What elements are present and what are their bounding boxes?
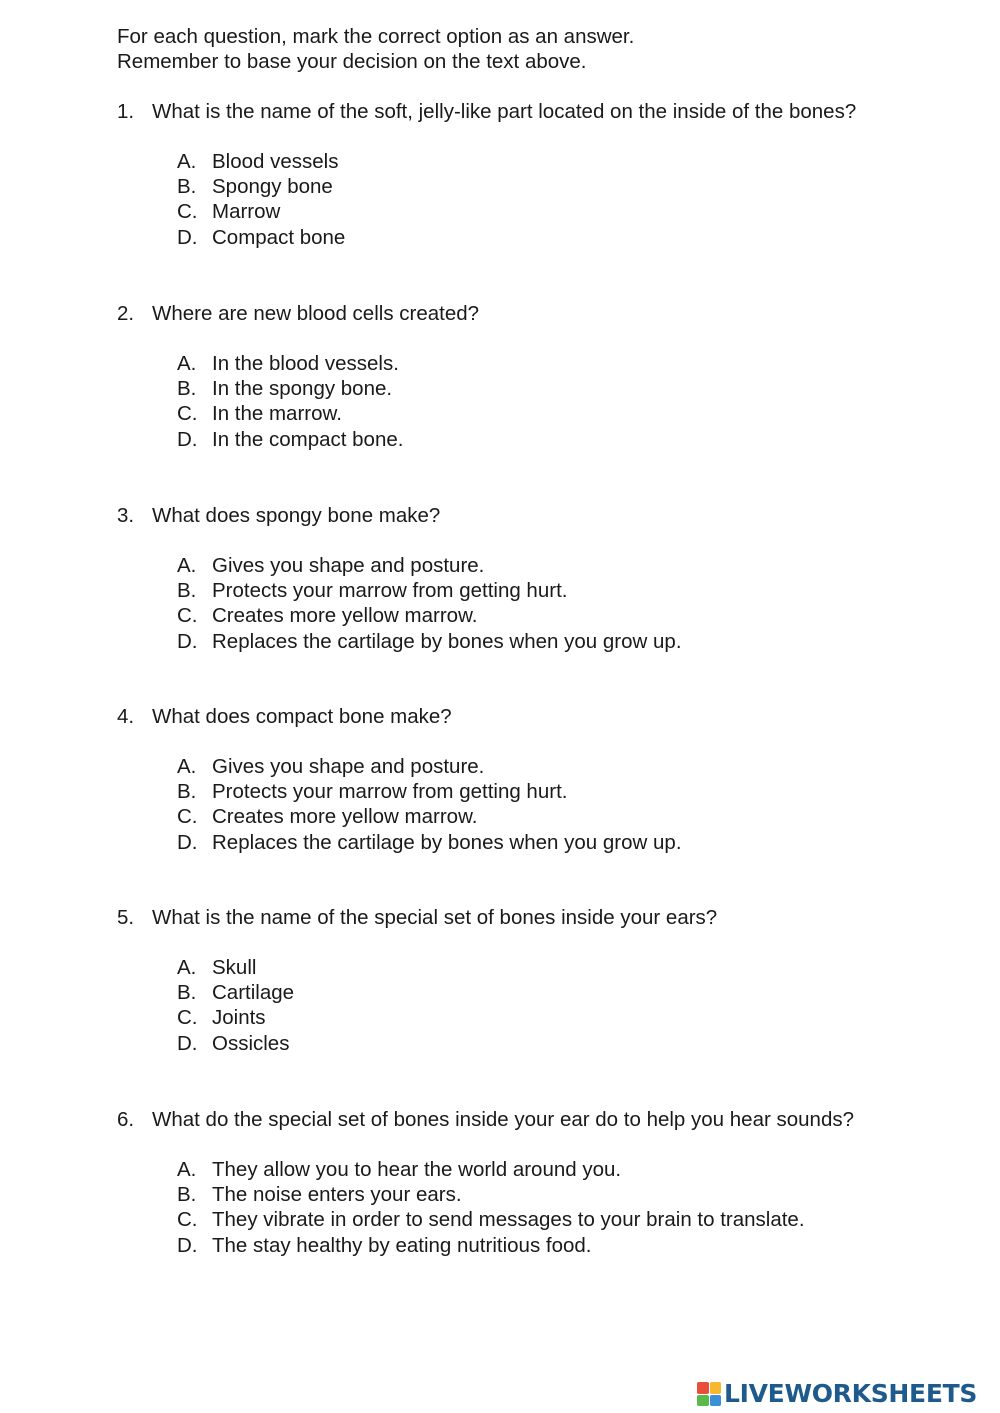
instructions — [117, 24, 634, 74]
option-c[interactable] — [177, 401, 977, 426]
brand-name: LIVEWORKSHEETS — [724, 1379, 978, 1408]
option-b[interactable] — [177, 1182, 977, 1207]
question-number: 3. — [117, 504, 135, 527]
option-letter: C. — [177, 200, 198, 224]
options-list — [177, 149, 977, 250]
option-text: Protects your marrow from getting hurt. — [212, 780, 568, 804]
option-d[interactable] — [177, 830, 977, 855]
question-3 — [117, 503, 977, 654]
option-letter: D. — [177, 225, 198, 249]
question-number: 5. — [117, 906, 135, 929]
instructions-line-1: For each question, mark the correct option as an answer. — [117, 25, 635, 48]
question-text: What is the name of the special set of bones inside your ears? — [152, 906, 718, 929]
option-text: They vibrate in order to send messages to your brain to translate. — [212, 1208, 805, 1232]
question-text: Where are new blood cells created? — [152, 302, 480, 325]
option-letter: B. — [177, 175, 197, 199]
option-a[interactable] — [177, 754, 977, 779]
liveworksheets-brand[interactable] — [697, 1380, 977, 1408]
question-number: 6. — [117, 1108, 135, 1131]
question-text: What does spongy bone make? — [152, 504, 441, 527]
option-d[interactable] — [177, 1233, 977, 1258]
option-c[interactable] — [177, 603, 977, 628]
option-letter: B. — [177, 1183, 197, 1207]
option-letter: A. — [177, 755, 197, 778]
option-text: Gives you shape and posture. — [212, 554, 485, 577]
question-number: 2. — [117, 302, 135, 325]
option-text: Skull — [212, 956, 257, 979]
option-text: Cartilage — [212, 981, 295, 1005]
question-2 — [117, 301, 977, 452]
logo-tile-green — [697, 1395, 709, 1407]
option-letter: A. — [177, 1158, 197, 1181]
options-list — [177, 754, 977, 855]
option-a[interactable] — [177, 553, 977, 578]
option-letter: B. — [177, 377, 197, 401]
option-b[interactable] — [177, 980, 977, 1005]
option-text: They allow you to hear the world around you. — [212, 1158, 622, 1181]
option-text: Replaces the cartilage by bones when you grow up. — [212, 830, 682, 854]
option-letter: D. — [177, 1031, 198, 1055]
option-d[interactable] — [177, 1031, 977, 1056]
option-a[interactable] — [177, 955, 977, 980]
option-letter: D. — [177, 830, 198, 854]
options-list — [177, 351, 977, 452]
option-text: In the spongy bone. — [212, 377, 393, 401]
option-letter: B. — [177, 981, 197, 1005]
logo-tile-blue — [710, 1395, 722, 1407]
option-text: Replaces the cartilage by bones when you grow up. — [212, 629, 682, 653]
option-text: Blood vessels — [212, 150, 339, 173]
option-a[interactable] — [177, 149, 977, 174]
option-text: Ossicles — [212, 1031, 290, 1055]
option-text: Compact bone — [212, 225, 346, 249]
option-letter: A. — [177, 554, 197, 577]
option-letter: D. — [177, 427, 198, 451]
option-c[interactable] — [177, 804, 977, 829]
option-text: Creates more yellow marrow. — [212, 604, 478, 628]
liveworksheets-logo-icon — [697, 1382, 721, 1406]
logo-tile-red — [697, 1382, 709, 1394]
option-a[interactable] — [177, 351, 977, 376]
option-text: The stay healthy by eating nutritious food. — [212, 1233, 592, 1257]
option-b[interactable] — [177, 779, 977, 804]
question-5 — [117, 905, 977, 1056]
option-text: Joints — [212, 1006, 266, 1030]
option-d[interactable] — [177, 629, 977, 654]
question-number: 1. — [117, 100, 135, 123]
option-d[interactable] — [177, 427, 977, 452]
option-text: In the compact bone. — [212, 427, 404, 451]
option-text: Marrow — [212, 200, 281, 224]
option-b[interactable] — [177, 174, 977, 199]
option-letter: C. — [177, 1208, 198, 1232]
option-text: Gives you shape and posture. — [212, 755, 485, 778]
option-a[interactable] — [177, 1157, 977, 1182]
question-text: What does compact bone make? — [152, 705, 452, 728]
option-text: Spongy bone — [212, 175, 333, 199]
option-text: Creates more yellow marrow. — [212, 805, 478, 829]
option-c[interactable] — [177, 1005, 977, 1030]
option-letter: C. — [177, 1006, 198, 1030]
option-b[interactable] — [177, 376, 977, 401]
logo-tile-yellow — [710, 1382, 722, 1394]
question-text: What is the name of the soft, jelly-like part located on the inside of the bones? — [152, 100, 857, 123]
question-1 — [117, 99, 977, 250]
options-list — [177, 955, 977, 1056]
option-c[interactable] — [177, 199, 977, 224]
option-letter: C. — [177, 805, 198, 829]
question-6 — [117, 1107, 977, 1258]
question-text: What do the special set of bones inside your ear do to help you hear sounds? — [152, 1108, 855, 1131]
question-4 — [117, 704, 977, 855]
option-b[interactable] — [177, 578, 977, 603]
option-letter: A. — [177, 352, 197, 375]
option-d[interactable] — [177, 225, 977, 250]
option-letter: C. — [177, 604, 198, 628]
option-c[interactable] — [177, 1207, 977, 1232]
option-letter: A. — [177, 956, 197, 979]
options-list — [177, 553, 977, 654]
option-text: Protects your marrow from getting hurt. — [212, 579, 568, 603]
option-text: In the marrow. — [212, 402, 342, 426]
option-letter: B. — [177, 579, 197, 603]
option-text: In the blood vessels. — [212, 352, 399, 375]
option-text: The noise enters your ears. — [212, 1183, 462, 1207]
question-number: 4. — [117, 705, 135, 728]
option-letter: B. — [177, 780, 197, 804]
options-list — [177, 1157, 977, 1258]
option-letter: C. — [177, 402, 198, 426]
instructions-line-2: Remember to base your decision on the text above. — [117, 50, 587, 73]
option-letter: D. — [177, 629, 198, 653]
option-letter: D. — [177, 1233, 198, 1257]
option-letter: A. — [177, 150, 197, 173]
